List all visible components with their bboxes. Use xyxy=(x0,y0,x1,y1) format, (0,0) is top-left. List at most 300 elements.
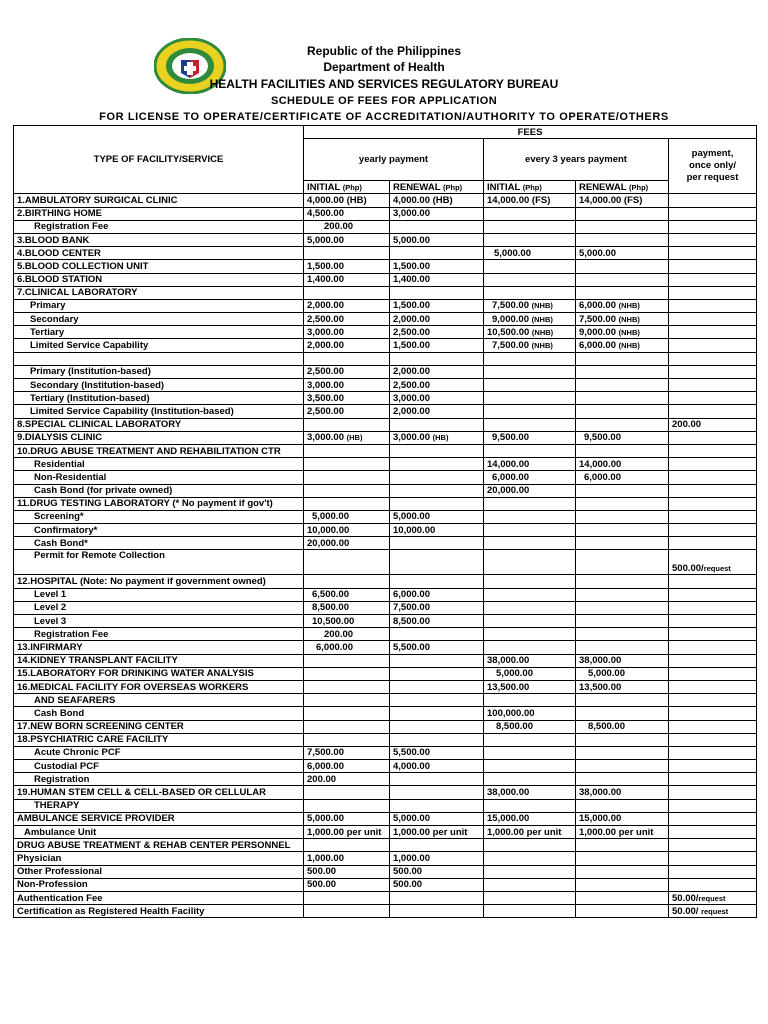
table-row xyxy=(14,680,757,693)
table-cell xyxy=(576,207,669,220)
table-row xyxy=(14,365,757,378)
table-row xyxy=(14,839,757,852)
table-cell xyxy=(484,760,576,773)
table-cell xyxy=(669,484,757,497)
table-cell: 1,000.00 per unit xyxy=(390,826,484,839)
table-row xyxy=(14,812,757,825)
table-cell: 6,500.00 xyxy=(304,588,390,601)
table-row xyxy=(14,286,757,299)
table-cell xyxy=(484,905,576,918)
table-row xyxy=(14,628,757,641)
table-cell: 5,000.00 xyxy=(576,247,669,260)
table-cell xyxy=(304,286,390,299)
table-row xyxy=(14,773,757,786)
table-cell xyxy=(576,641,669,654)
table-cell xyxy=(669,680,757,693)
table-cell: 19.HUMAN STEM CELL & CELL-BASED OR CELLULAR xyxy=(14,786,304,799)
header-subtitle: FOR LICENSE TO OPERATE/CERTIFICATE OF ACCREDITATION/AUTHORITY TO OPERATE/OTHERS xyxy=(99,111,669,123)
table-cell xyxy=(484,286,576,299)
table-cell xyxy=(576,746,669,759)
table-cell xyxy=(390,484,484,497)
table-cell: 10,500.00 (NHB) xyxy=(484,326,576,339)
table-cell: 200.00 xyxy=(304,773,390,786)
table-cell: DRUG ABUSE TREATMENT & REHAB CENTER PERSONNEL xyxy=(14,839,304,852)
table-row xyxy=(14,760,757,773)
table-cell xyxy=(304,694,390,707)
table-cell xyxy=(484,628,576,641)
table-cell xyxy=(576,220,669,233)
table-cell xyxy=(390,471,484,484)
table-row xyxy=(14,444,757,457)
table-cell: 15.LABORATORY FOR DRINKING WATER ANALYSIS xyxy=(14,667,304,680)
type-header: TYPE OF FACILITY/SERVICE xyxy=(14,126,304,194)
table-cell xyxy=(484,746,576,759)
table-cell: 50.00/request xyxy=(669,891,757,904)
table-cell xyxy=(390,458,484,471)
table-cell: 1,500.00 xyxy=(390,299,484,312)
table-cell: 500.00 xyxy=(390,865,484,878)
table-cell: AND SEAFARERS xyxy=(14,694,304,707)
table-cell xyxy=(669,379,757,392)
table-cell: 8,500.00 xyxy=(304,601,390,614)
table-cell: Level 2 xyxy=(14,601,304,614)
once-header: payment, once only/ per request xyxy=(669,139,757,194)
table-cell xyxy=(304,352,390,365)
table-row xyxy=(14,799,757,812)
table-cell: 6.BLOOD STATION xyxy=(14,273,304,286)
table-row xyxy=(14,247,757,260)
table-cell xyxy=(304,575,390,588)
table-cell: 6,000.00 xyxy=(304,641,390,654)
table-cell: 3,000.00 xyxy=(304,379,390,392)
table-row xyxy=(14,471,757,484)
table-cell xyxy=(576,773,669,786)
table-cell xyxy=(576,865,669,878)
table-cell xyxy=(390,720,484,733)
table-cell xyxy=(390,694,484,707)
table-row xyxy=(14,905,757,918)
table-cell: Tertiary (Institution-based) xyxy=(14,392,304,405)
table-cell xyxy=(304,654,390,667)
table-row xyxy=(14,826,757,839)
table-cell: 14,000.00 (FS) xyxy=(576,194,669,207)
table-cell xyxy=(669,865,757,878)
table-cell xyxy=(484,865,576,878)
table-cell xyxy=(669,194,757,207)
table-cell xyxy=(669,852,757,865)
table-cell xyxy=(576,588,669,601)
table-cell: 3,000.00 (HB) xyxy=(390,431,484,444)
table-cell: 7,500.00 (NHB) xyxy=(576,313,669,326)
table-cell xyxy=(484,550,576,575)
table-cell: 7,500.00 (NHB) xyxy=(484,299,576,312)
table-cell: 1,000.00 per unit xyxy=(484,826,576,839)
table-row xyxy=(14,575,757,588)
table-cell: 7.CLINICAL LABORATORY xyxy=(14,286,304,299)
table-cell xyxy=(390,352,484,365)
table-cell: 2,500.00 xyxy=(304,405,390,418)
table-cell: 6,000.00 (NHB) xyxy=(576,299,669,312)
table-cell: 6,000.00 xyxy=(390,588,484,601)
table-cell: 4,500.00 xyxy=(304,207,390,220)
table-row xyxy=(14,524,757,537)
table-cell: 10,000.00 xyxy=(390,524,484,537)
table-cell xyxy=(669,601,757,614)
yearly-header: yearly payment xyxy=(304,139,484,181)
table-cell xyxy=(576,905,669,918)
table-cell xyxy=(484,694,576,707)
table-cell: 10.DRUG ABUSE TREATMENT AND REHABILITATION CTR xyxy=(14,444,304,457)
table-cell: 1,000.00 xyxy=(390,852,484,865)
table-cell xyxy=(390,667,484,680)
table-cell xyxy=(576,405,669,418)
table-cell xyxy=(576,273,669,286)
table-row xyxy=(14,418,757,431)
table-cell xyxy=(669,247,757,260)
table-cell xyxy=(484,839,576,852)
table-cell: 3.BLOOD BANK xyxy=(14,233,304,246)
table-cell xyxy=(669,405,757,418)
table-cell xyxy=(390,891,484,904)
header-schedule-title: SCHEDULE OF FEES FOR APPLICATION xyxy=(270,95,498,107)
table-cell: 14,000.00 xyxy=(484,458,576,471)
table-cell: 38,000.00 xyxy=(576,654,669,667)
table-cell xyxy=(484,852,576,865)
table-cell xyxy=(576,497,669,510)
table-cell: 17.NEW BORN SCREENING CENTER xyxy=(14,720,304,733)
table-cell: Screening* xyxy=(14,510,304,523)
table-cell xyxy=(669,444,757,457)
table-cell xyxy=(390,905,484,918)
table-cell xyxy=(576,365,669,378)
table-row xyxy=(14,326,757,339)
table-cell xyxy=(390,220,484,233)
table-cell xyxy=(304,839,390,852)
table-cell: 15,000.00 xyxy=(484,812,576,825)
table-cell xyxy=(390,444,484,457)
table-cell: 13.INFIRMARY xyxy=(14,641,304,654)
table-cell: Certification as Registered Health Facility xyxy=(14,905,304,918)
table-cell xyxy=(576,286,669,299)
table-row xyxy=(14,852,757,865)
table-cell xyxy=(304,484,390,497)
table-cell: Confirmatory* xyxy=(14,524,304,537)
table-cell xyxy=(390,680,484,693)
table-row xyxy=(14,707,757,720)
table-cell xyxy=(390,550,484,575)
table-cell: 2.BIRTHING HOME xyxy=(14,207,304,220)
table-cell: 9,000.00 (NHB) xyxy=(576,326,669,339)
table-cell xyxy=(669,733,757,746)
table-row xyxy=(14,654,757,667)
table-cell xyxy=(669,313,757,326)
table-cell: 5,000.00 xyxy=(484,247,576,260)
table-cell xyxy=(576,852,669,865)
table-cell xyxy=(669,839,757,852)
table-cell: 10,500.00 xyxy=(304,615,390,628)
table-cell xyxy=(669,588,757,601)
table-cell: Physician xyxy=(14,852,304,865)
table-cell xyxy=(669,286,757,299)
table-cell xyxy=(669,641,757,654)
table-cell xyxy=(390,707,484,720)
table-cell: 1,000.00 per unit xyxy=(576,826,669,839)
table-cell: 6,000.00 xyxy=(576,471,669,484)
table-cell: 7,500.00 (NHB) xyxy=(484,339,576,352)
table-cell xyxy=(304,786,390,799)
table-cell xyxy=(304,418,390,431)
table-cell xyxy=(484,773,576,786)
table-cell xyxy=(484,365,576,378)
table-row xyxy=(14,786,757,799)
table-cell: 5.BLOOD COLLECTION UNIT xyxy=(14,260,304,273)
table-cell xyxy=(484,601,576,614)
table-cell xyxy=(304,720,390,733)
table-cell: 10,000.00 xyxy=(304,524,390,537)
table-cell: Ambulance Unit xyxy=(14,826,304,839)
table-cell xyxy=(304,680,390,693)
table-row xyxy=(14,694,757,707)
table-cell: Level 1 xyxy=(14,588,304,601)
table-cell xyxy=(669,654,757,667)
table-cell: 100,000.00 xyxy=(484,707,576,720)
table-cell xyxy=(484,615,576,628)
fees-header: FEES xyxy=(304,126,757,139)
table-cell: 2,500.00 xyxy=(390,379,484,392)
table-cell xyxy=(669,575,757,588)
table-cell: 4,000.00 (HB) xyxy=(390,194,484,207)
table-cell xyxy=(669,299,757,312)
table-cell xyxy=(484,260,576,273)
table-cell xyxy=(390,654,484,667)
table-cell: Registration xyxy=(14,773,304,786)
table-row xyxy=(14,352,757,365)
header-republic: Republic of the Philippines xyxy=(306,44,461,58)
table-cell: Registration Fee xyxy=(14,628,304,641)
table-cell: Secondary xyxy=(14,313,304,326)
table-cell: 13,500.00 xyxy=(576,680,669,693)
table-cell xyxy=(576,418,669,431)
table-cell: 8,500.00 xyxy=(576,720,669,733)
table-cell xyxy=(484,418,576,431)
table-cell xyxy=(576,484,669,497)
header-bureau: HEALTH FACILITIES AND SERVICES REGULATORY BUREAU xyxy=(209,77,559,91)
table-cell: Authentication Fee xyxy=(14,891,304,904)
table-cell xyxy=(669,786,757,799)
table-cell: Primary xyxy=(14,299,304,312)
table-cell: 9,500.00 xyxy=(484,431,576,444)
table-cell: 1,400.00 xyxy=(304,273,390,286)
table-cell xyxy=(669,694,757,707)
table-cell xyxy=(669,773,757,786)
table-cell: 500.00 xyxy=(304,865,390,878)
table-cell: 500.00 xyxy=(390,878,484,891)
table-cell xyxy=(576,760,669,773)
table-cell: 2,000.00 xyxy=(304,299,390,312)
table-cell xyxy=(304,471,390,484)
table-cell: 38,000.00 xyxy=(484,654,576,667)
table-cell: Custodial PCF xyxy=(14,760,304,773)
table-row xyxy=(14,220,757,233)
table-cell: 1.AMBULATORY SURGICAL CLINIC xyxy=(14,194,304,207)
table-cell xyxy=(576,575,669,588)
table-row xyxy=(14,667,757,680)
table-cell xyxy=(576,615,669,628)
table-cell: Cash Bond* xyxy=(14,537,304,550)
table-cell xyxy=(484,405,576,418)
table-cell xyxy=(304,733,390,746)
table-cell xyxy=(304,458,390,471)
table-row xyxy=(14,878,757,891)
table-row xyxy=(14,746,757,759)
table-cell xyxy=(304,707,390,720)
table-cell: 5,000.00 xyxy=(304,510,390,523)
table-cell: 3,500.00 xyxy=(304,392,390,405)
table-cell: 4.BLOOD CENTER xyxy=(14,247,304,260)
table-cell xyxy=(576,537,669,550)
table-cell xyxy=(390,786,484,799)
table-cell xyxy=(390,286,484,299)
table-cell xyxy=(669,352,757,365)
table-cell: 18.PSYCHIATRIC CARE FACILITY xyxy=(14,733,304,746)
table-cell xyxy=(576,444,669,457)
table-cell xyxy=(576,628,669,641)
table-row xyxy=(14,273,757,286)
table-cell: 200.00 xyxy=(304,628,390,641)
table-cell xyxy=(390,773,484,786)
table-cell xyxy=(390,799,484,812)
table-cell: 1,500.00 xyxy=(390,260,484,273)
table-cell: 2,500.00 xyxy=(390,326,484,339)
table-cell: 5,500.00 xyxy=(390,641,484,654)
table-row xyxy=(14,194,757,207)
table-cell xyxy=(484,510,576,523)
table-cell xyxy=(576,260,669,273)
table-cell: 9.DIALYSIS CLINIC xyxy=(14,431,304,444)
table-cell xyxy=(669,260,757,273)
table-cell xyxy=(484,878,576,891)
table-cell: 6,000.00 xyxy=(304,760,390,773)
table-cell: Cash Bond (for private owned) xyxy=(14,484,304,497)
table-cell: 1,000.00 xyxy=(304,852,390,865)
table-cell: 6,000.00 (NHB) xyxy=(576,339,669,352)
table-cell xyxy=(304,247,390,260)
table-cell xyxy=(484,444,576,457)
table-cell xyxy=(484,733,576,746)
table-cell xyxy=(304,667,390,680)
table-row xyxy=(14,233,757,246)
table-cell: Other Professional xyxy=(14,865,304,878)
table-cell xyxy=(669,339,757,352)
table-row xyxy=(14,260,757,273)
table-cell: 8.SPECIAL CLINICAL LABORATORY xyxy=(14,418,304,431)
table-cell xyxy=(669,524,757,537)
table-cell: 9,500.00 xyxy=(576,431,669,444)
table-cell: Non-Profession xyxy=(14,878,304,891)
table-cell xyxy=(576,733,669,746)
table-cell xyxy=(669,431,757,444)
table-cell xyxy=(669,746,757,759)
table-cell: 12.HOSPITAL (Note: No payment if government owned) xyxy=(14,575,304,588)
table-cell xyxy=(576,707,669,720)
table-cell xyxy=(576,233,669,246)
table-cell xyxy=(669,537,757,550)
table-cell: AMBULANCE SERVICE PROVIDER xyxy=(14,812,304,825)
table-cell: 5,000.00 xyxy=(390,233,484,246)
table-cell xyxy=(304,891,390,904)
table-cell: 5,500.00 xyxy=(390,746,484,759)
table-cell xyxy=(484,575,576,588)
table-cell xyxy=(669,510,757,523)
table-cell: 200.00 xyxy=(304,220,390,233)
table-cell xyxy=(484,273,576,286)
table-cell xyxy=(669,326,757,339)
table-cell: 1,500.00 xyxy=(390,339,484,352)
table-cell xyxy=(576,510,669,523)
table-cell: 16.MEDICAL FACILITY FOR OVERSEAS WORKERS xyxy=(14,680,304,693)
table-cell: 5,000.00 xyxy=(304,233,390,246)
table-row xyxy=(14,720,757,733)
table-cell xyxy=(669,799,757,812)
table-cell: Level 3 xyxy=(14,615,304,628)
table-cell: Primary (Institution-based) xyxy=(14,365,304,378)
table-row xyxy=(14,588,757,601)
table-cell xyxy=(669,760,757,773)
table-cell xyxy=(576,550,669,575)
table-row xyxy=(14,431,757,444)
table-cell xyxy=(484,379,576,392)
table-row xyxy=(14,392,757,405)
table-row xyxy=(14,339,757,352)
table-row xyxy=(14,379,757,392)
renewal-3y-header: RENEWAL (Php) xyxy=(576,181,669,194)
table-cell: 500.00 xyxy=(304,878,390,891)
table-row xyxy=(14,537,757,550)
table-row xyxy=(14,484,757,497)
table-cell xyxy=(484,233,576,246)
table-cell xyxy=(669,220,757,233)
table-cell: 4,000.00 (HB) xyxy=(304,194,390,207)
table-cell xyxy=(576,392,669,405)
table-row xyxy=(14,299,757,312)
table-cell: 20,000.00 xyxy=(484,484,576,497)
table-cell xyxy=(390,537,484,550)
table-cell xyxy=(390,839,484,852)
table-cell xyxy=(304,905,390,918)
table-cell: 13,500.00 xyxy=(484,680,576,693)
table-cell xyxy=(669,365,757,378)
table-cell xyxy=(576,878,669,891)
table-cell: 500.00/request xyxy=(669,550,757,575)
table-cell: 20,000.00 xyxy=(304,537,390,550)
table-cell: 200.00 xyxy=(669,418,757,431)
table-cell xyxy=(669,207,757,220)
table-cell xyxy=(576,839,669,852)
table-cell xyxy=(484,524,576,537)
table-cell: 1,400.00 xyxy=(390,273,484,286)
initial-3y-header: INITIAL (Php) xyxy=(484,181,576,194)
table-cell xyxy=(484,220,576,233)
table-cell xyxy=(576,601,669,614)
table-cell xyxy=(14,352,304,365)
table-cell: 7,500.00 xyxy=(304,746,390,759)
fee-schedule-table xyxy=(13,125,757,918)
table-cell xyxy=(576,524,669,537)
table-cell: 50.00/ request xyxy=(669,905,757,918)
table-cell: Permit for Remote Collection xyxy=(14,550,304,575)
table-cell xyxy=(576,694,669,707)
table-cell: 2,000.00 xyxy=(390,405,484,418)
